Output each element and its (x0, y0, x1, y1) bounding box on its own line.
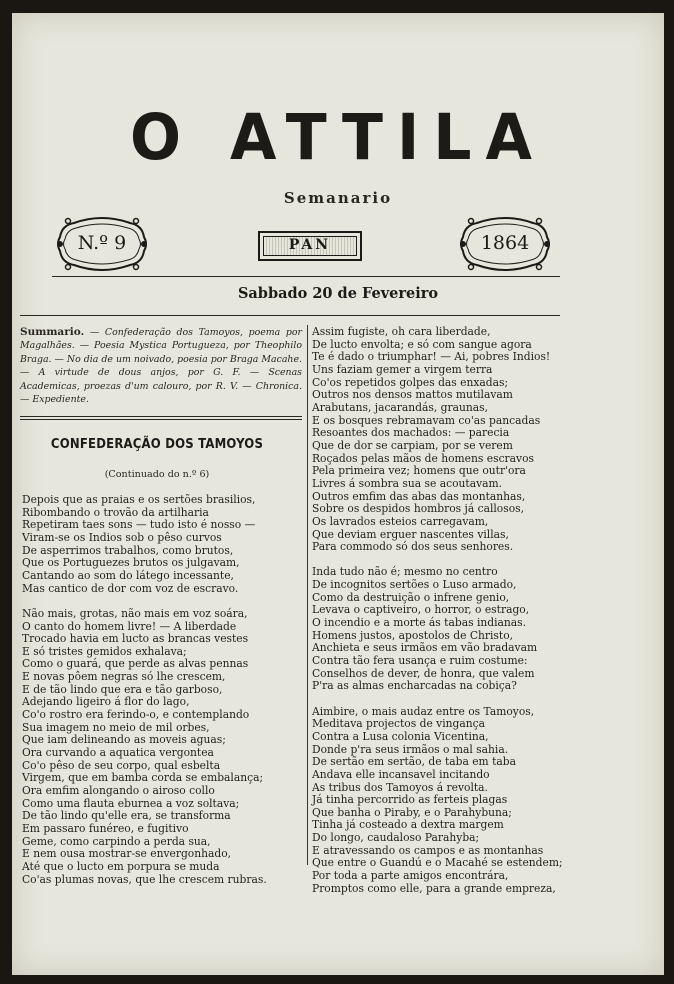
poem-line: Como da destruição o infrene genio, (312, 590, 510, 604)
poem-line: Depois que as praias e os sertões brasilios, (22, 493, 256, 506)
poem-line: Ora curvando a aquatica vergontea (22, 746, 214, 760)
poem-line: Sua imagem no meio de mil orbes, (22, 720, 210, 734)
poem-line: Viram-se os Indios sob o pêso curvos (22, 530, 222, 544)
poem-line: Meditava projectos de vingança (312, 717, 485, 731)
newspaper-subtitle: Semanario (283, 189, 393, 207)
column-divider (307, 325, 308, 865)
poem-line: Virgem, que em bamba corda se embalança; (22, 771, 264, 785)
poem-line: E novas pôem negras só lhe crescem, (22, 670, 226, 684)
poem-line: Por toda a parte amigos encontrára, (312, 869, 509, 883)
poem-line: Que de dor se carpiam, por se verem (312, 438, 513, 452)
poem-line: Conselhos de dever, de honra, que valem (312, 666, 535, 680)
poem-line: Co'as plumas novas, que lhe crescem rubras. (22, 872, 267, 886)
poem-line: De tão lindo qu'elle era, se transforma (22, 809, 231, 823)
poem-line: Que deviam erguer nascentes villas, (312, 527, 509, 541)
poem-line: Te é dado o triumphar! — Ai, pobres Indios! (312, 350, 551, 364)
poem-line: E atravessando os campos e as montanhas (312, 843, 544, 857)
poem-line: Para commodo só dos seus senhores. (312, 540, 514, 554)
poem-line: O canto do homem livre! — A liberdade (22, 619, 237, 633)
poem-line: Uns faziam gemer a virgem terra (312, 362, 493, 376)
poem-right-column (312, 326, 563, 895)
poem-line: Geme, como carpindo a perda sua, (22, 834, 211, 848)
poem-line: Donde p'ra seus irmãos o mal sahia. (312, 742, 509, 756)
poem-line: As tribus dos Tamoyos á revolta. (312, 780, 488, 794)
poem-line: Aimbire, o mais audaz entre os Tamoyos, (312, 704, 535, 718)
poem-line: Contra tão fera usança e ruim costume: (312, 654, 528, 667)
poem-line: Cantando ao som do látego incessante, (22, 568, 234, 582)
poem-line: Pela primeira vez; homens que outr'ora (312, 464, 526, 478)
poem-line: Ora emfim alongando o airoso collo (22, 784, 215, 798)
poem-line: E nem ousa mostrar-se envergonhado, (22, 847, 232, 861)
issue-year: 1864 (480, 232, 530, 254)
poem-line: E só tristes gemidos exhalava; (22, 644, 187, 658)
poem-line: Até que o lucto em porpura se muda (22, 859, 220, 873)
poem-line: Que entre o Guandú e o Macahé se estendem; (312, 856, 563, 870)
header-rule (52, 276, 560, 277)
poem-line: Mas cantico de dor com voz de escravo. (22, 581, 239, 595)
motto-text: PAN (288, 237, 332, 253)
issue-number: N.º 9 (77, 232, 127, 254)
poem-line: E os bosques rebramavam co'as pancadas (312, 413, 541, 427)
poem-line: Não mais, grotas, não mais em voz soára, (22, 606, 248, 620)
poem-line: Trocado havia em lucto as brancas vestes (22, 632, 249, 646)
poem-line: Roçados pelas mãos de homens escravos (312, 451, 534, 465)
poem-line: Como o guará, que perde as alvas pennas (22, 657, 249, 671)
poem-line: P'ra as almas encharcadas na cobiça? (312, 679, 517, 693)
poem-line: Anchieta e seus irmãos em vão bradavam (312, 641, 538, 655)
poem-line: Tinha já costeado a dextra margem (312, 818, 504, 832)
summary-label: Summario. (20, 326, 85, 338)
poem-line: Repetiram taes sons — tudo isto é nosso — (22, 518, 256, 532)
poem-line: Co'o pêso de seu corpo, qual esbelta (22, 758, 221, 772)
continued-note: (Continuado do n.º 6) (104, 469, 210, 480)
dateline: Sabbado 20 de Fevereiro (237, 285, 439, 302)
poem-line: De asperrimos trabalhos, como brutos, (22, 543, 234, 557)
poem-line: Co'o rostro era ferindo-o, e contemplando (22, 708, 250, 722)
poem-line: Já tinha percorrido as ferteis plagas (312, 793, 508, 807)
poem-line: Assim fugiste, oh cara liberdade, (312, 325, 491, 338)
stanza-break (312, 693, 563, 706)
summary-rule-double (20, 419, 302, 420)
poem-line: Promptos como elle, para a grande empreza, (312, 881, 556, 895)
poem-line: Levava o captiveiro, o horror, o estrago, (312, 603, 530, 617)
poem-line: Do longo, caudaloso Parahyba; (312, 831, 480, 845)
poem-line: Sobre os despidos hombros já callosos, (312, 502, 525, 516)
year-cartouche (459, 215, 551, 273)
poem-line: Inda tudo não é; mesmo no centro (312, 565, 498, 579)
poem-line: Resoantes dos machados: — parecia (312, 426, 510, 440)
summary (20, 326, 302, 406)
poem-line: Outros emfim das abas das montanhas, (312, 489, 526, 503)
stanza-break (22, 595, 267, 608)
poem-line: Contra a Lusa colonia Vicentina, (312, 729, 489, 743)
poem-line: Que os Portuguezes brutos os julgavam, (22, 556, 240, 570)
poem-line: Adejando ligeiro á flor do lago, (22, 695, 190, 709)
poem-line: E de tão lindo que era e tão garboso, (22, 682, 223, 696)
poem-line: Como uma flauta eburnea a voz soltava; (22, 796, 240, 810)
poem-line: De sertão em sertão, de taba em taba (312, 755, 516, 769)
issue-cartouche (56, 215, 148, 273)
poem-line: Homens justos, apostolos de Christo, (312, 628, 514, 642)
poem-line: Arabutans, jacarandás, graunas, (312, 400, 488, 414)
article-title: CONFEDERAÇÃO DOS TAMOYOS (50, 437, 264, 452)
newspaper-title: O ATTILA (130, 101, 546, 175)
poem-left-column (22, 494, 267, 886)
poem-line: De incognitos sertões o Luso armado, (312, 578, 517, 592)
poem-line: Que iam delineando as moveis aguas; (22, 733, 226, 747)
summary-rule (20, 416, 302, 417)
poem-line: Em passaro funéreo, e fugitivo (22, 822, 189, 835)
poem-line: Ribombando o trovão da artilharia (22, 505, 209, 519)
masthead (12, 101, 664, 175)
poem-line: Que banha o Piraby, e o Parahybuna; (312, 805, 512, 819)
poem-line: O incendio e a morte ás tabas indianas. (312, 616, 527, 630)
poem-line: Andava elle incansavel incitando (312, 767, 490, 781)
poem-line: Outros nos densos mattos mutilavam (312, 388, 513, 402)
motto-box (258, 231, 362, 261)
date-rule (20, 315, 560, 316)
poem-line: Os lavrados esteios carregavam, (312, 514, 489, 528)
poem-line: Livres á sombra sua se acoutavam. (312, 476, 503, 490)
summary-text: — Confederação dos Tamoyos, poema por Magalhães. — Poesia Mystica Portugueza, por Theophilo Braga. — No dia de um noivado, poesia por Braga Macahe. — A virtude de dous anjos, por G. F. — Scenas Academicas, proezas d'um calouro, por R. V. — Chronica. — Expediente. (20, 327, 303, 406)
newspaper-page (12, 13, 664, 975)
poem-line: De lucto envolta; e só com sangue agora (312, 337, 532, 351)
poem-line: Co'os repetidos golpes das enxadas; (312, 375, 509, 389)
